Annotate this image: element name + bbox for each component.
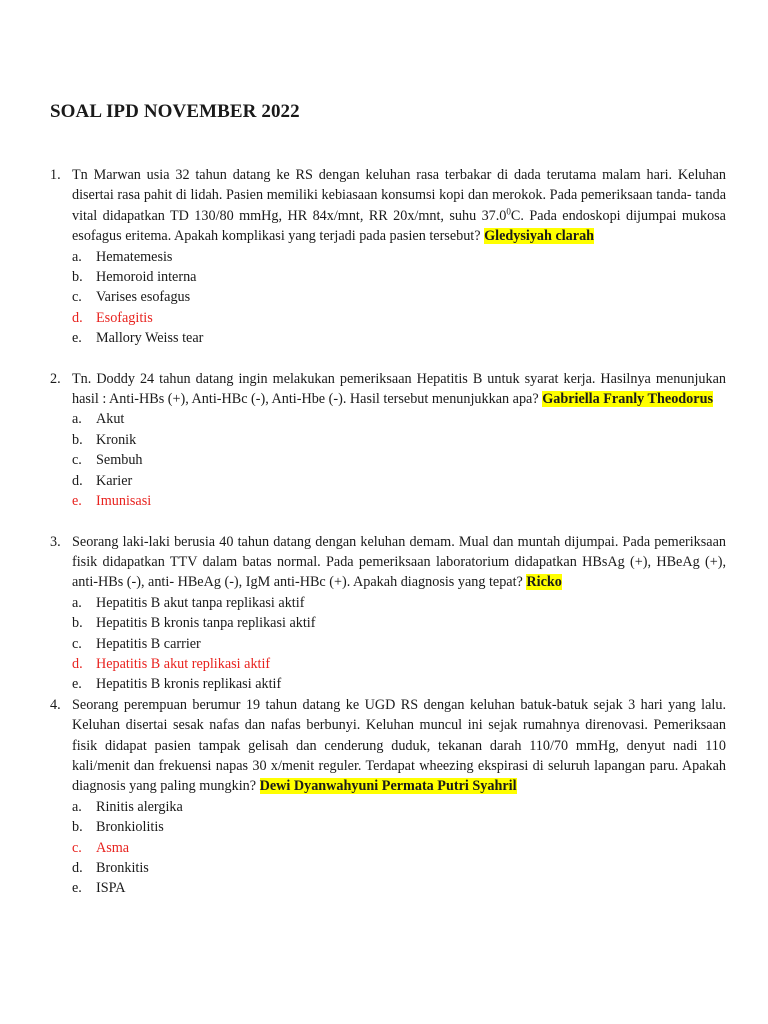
option-letter: e. [72,493,82,510]
question-text-part: Seorang perempuan berumur 19 tahun datang ke UGD RS dengan keluhan batuk-batuk sejak 3 hari yang lalu. Keluhan disertai sesak nafas dan nafas berbunyi. Keluhan muncul ini sejak rumahnya direnovasi. Pemeriksaan fisik didapat pasien tampak gelisah dan cenderung duduk, tekanan darah 110/70 mmHg, denyut nadi 110 kali/menit dan frekuensi napas 30 x/menit reguler. Terdapat wheezing ekspirasi di seluruh lapangan paru. Apakah diagnosis yang paling mungkin? [72,696,726,795]
option-letter: b. [72,431,83,448]
option-e [72,328,726,348]
option-a [72,409,726,429]
question-number: 1. [50,167,61,183]
option-c [72,838,726,858]
question-2 [50,369,726,512]
option-a [72,797,726,817]
option-letter: d. [72,472,83,489]
question-number: 2. [50,370,61,387]
question-text [72,165,726,247]
option-letter: c. [72,452,82,469]
option-d [72,654,726,674]
option-a [72,247,726,267]
option-text: Bronkiolitis [96,819,164,836]
option-text: Mallory Weiss tear [96,330,204,347]
option-d [72,858,726,878]
option-text: Karier [96,472,133,489]
option-letter: a. [72,411,82,428]
option-b [72,430,726,450]
option-list [72,593,726,695]
question-text-part: Seorang laki-laki berusia 40 tahun datang dengan keluhan demam. Mual dan muntah dijumpai. Pada pemeriksaan fisik didapatkan TTV dalam batas normal. Pada pemeriksaan laboratorium didapatkan HBsAg (+), HBeAg (+), anti-HBs (-), anti- HBeAg (-), IgM anti-HBc (+). Apakah diagnosis yang tepat? [72,533,726,591]
option-text: Kronik [96,431,137,448]
option-text: Sembuh [96,452,143,469]
option-text: Asma [96,839,130,856]
option-c [72,450,726,470]
option-text: Hepatitis B carrier [96,635,201,652]
option-letter: e. [72,880,82,897]
question-3 [50,532,726,695]
option-letter: e. [72,330,82,347]
question-text-part: Tn. Doddy 24 tahun datang ingin melakukan pemeriksaan Hepatitis B untuk syarat kerja. Hasilnya menunjukan hasil : Anti-HBs (+), Anti-HBc (-), Anti-Hbe (-). Hasil tersebut menunjukkan apa? [72,370,726,408]
option-letter: c. [72,289,82,306]
option-text: Hepatitis B kronis tanpa replikasi aktif [96,615,316,632]
option-text: Bronkitis [96,860,149,876]
option-letter: b. [72,819,83,836]
option-b [72,613,726,633]
option-d [72,471,726,491]
option-text: Hematemesis [96,248,173,265]
question-text [72,532,726,593]
option-text: Hepatitis B akut tanpa replikasi aktif [96,594,305,611]
page-title: SOAL IPD NOVEMBER 2022 [50,101,300,122]
question-text [72,695,726,797]
respondent-name: Ricko [526,574,562,591]
question-number: 4. [50,696,61,713]
question-list [50,165,726,899]
option-letter: b. [72,615,83,632]
option-d [72,308,726,328]
question-number: 3. [50,533,61,550]
option-text: Varises esofagus [96,289,191,306]
option-list [72,409,726,511]
option-c [72,634,726,654]
option-c [72,287,726,307]
option-a [72,593,726,613]
question-1 [50,165,726,349]
question-text-part: Tn Marwan usia 32 tahun datang ke RS dengan keluhan rasa terbakar di dada terutama malam hari. Keluhan disertai rasa pahit di lidah. Pasien memiliki kebiasaan konsumsi kopi dan merokok. Pada pemeriksaan tanda- tanda vital didapatkan TD 130/80 mmHg, HR 84x/mnt, RR 20x/mnt, suhu 37.0 [72,167,726,224]
option-letter: d. [72,860,83,876]
option-text: Hepatitis B kronis replikasi aktif [96,676,282,693]
respondent-name: Gabriella Franly Theodorus [542,391,713,408]
option-letter: e. [72,676,82,693]
question-text-part: C. Pada endoskopi dijumpai mukosa esofagus eritema. Apakah komplikasi yang terjadi pada pasien tersebut? [72,207,726,245]
option-letter: a. [72,594,82,611]
question-text [72,369,726,410]
option-text: Akut [96,411,125,428]
option-e [72,491,726,511]
option-b [72,267,726,287]
option-b [72,817,726,837]
option-text: Hepatitis B akut replikasi aktif [96,655,271,672]
option-e [72,674,726,694]
option-text: Esofagitis [96,309,153,326]
option-letter: d. [72,655,83,672]
option-list [72,247,726,349]
option-e [72,878,726,898]
option-letter: d. [72,309,83,326]
question-4 [50,695,726,899]
respondent-name: Gledysiyah clarah [484,228,595,245]
option-letter: b. [72,269,83,286]
option-text: Hemoroid interna [96,269,197,286]
option-text: ISPA [96,880,126,897]
option-letter: a. [72,798,82,815]
option-text: Imunisasi [96,493,152,510]
option-letter: a. [72,248,82,265]
respondent-name: Dewi Dyanwahyuni Permata Putri Syahril [259,778,517,795]
option-letter: c. [72,635,82,652]
option-text: Rinitis alergika [96,798,183,815]
option-letter: c. [72,839,82,856]
option-list [72,797,726,899]
degree-superscript: 0 [506,206,511,217]
